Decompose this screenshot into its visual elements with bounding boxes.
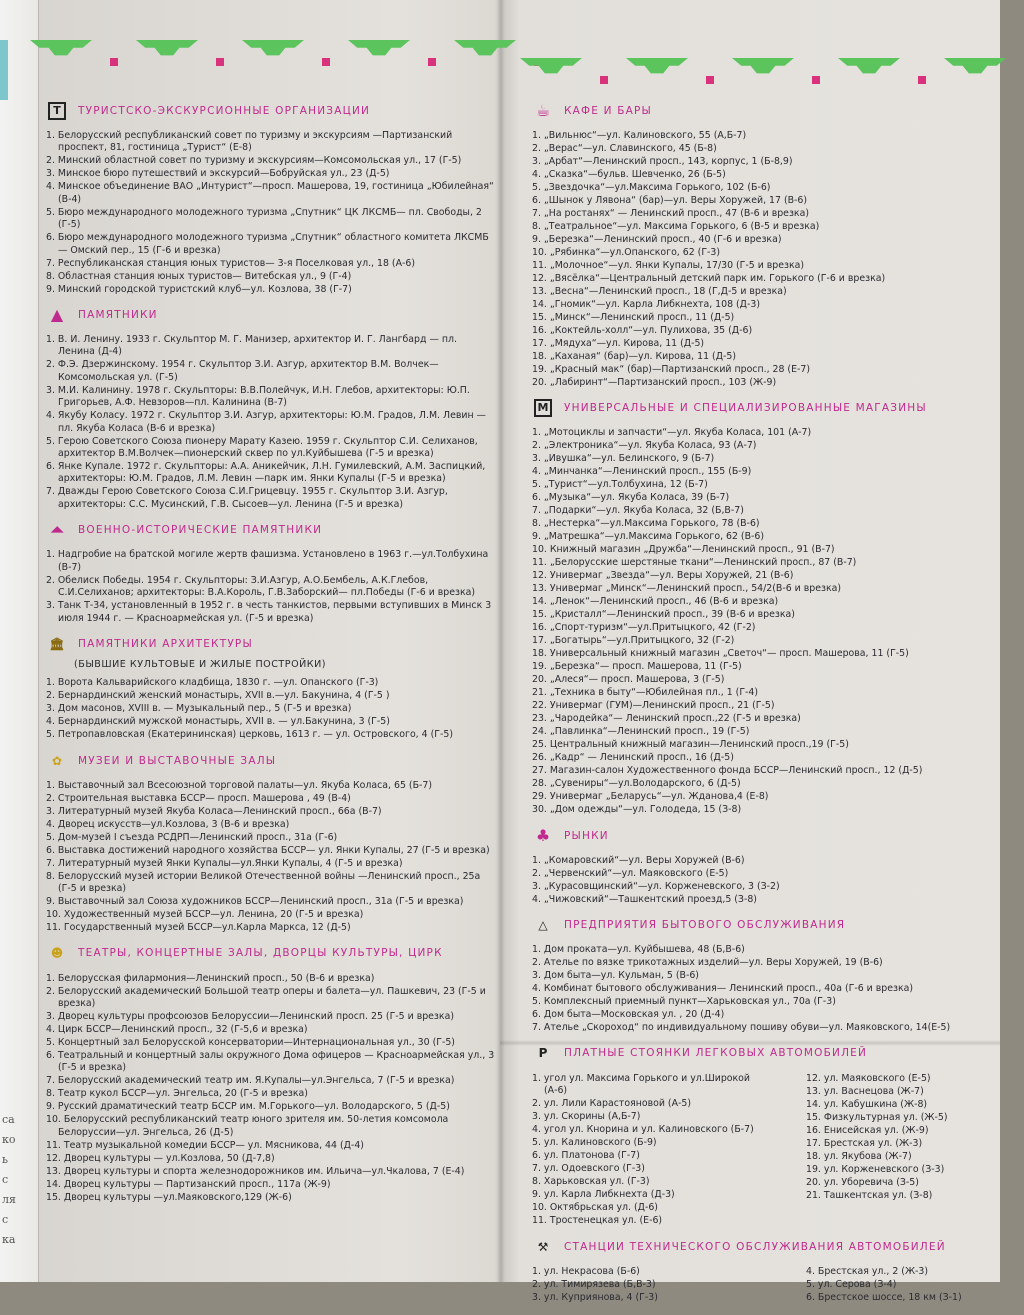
list-item: 3. Дом масонов, XVIII в. — Музыкальный пер., 5 (Г-5 и врезка): [46, 703, 352, 715]
theatres-list: [40, 973, 495, 1205]
list-item: 6. „Шынок у Лявона“ (бар)—ул. Веры Хоружей, 17 (В-6): [532, 195, 808, 206]
service-triangle-icon: △: [538, 918, 548, 933]
list-item: 9. „Березка“—Ленинский просп., 40 (Г-6 и врезка): [532, 234, 782, 245]
section-architecture: [40, 635, 495, 742]
section-header: [48, 102, 495, 120]
list-item: 23. „Чародейка“— Ленинский просп.,22 (Г-5 и врезка): [532, 713, 801, 725]
military-list: [40, 549, 495, 625]
list-item: 14. Дворец культуры — Партизанский просп., 117а (Ж-9): [46, 1178, 331, 1190]
list-item: 9. ул. Карла Либкнехта (Д-3): [532, 1189, 675, 1201]
list-item: 16. „Коктейль-холл“—ул. Пулихова, 35 (Д-6): [532, 325, 753, 336]
edge-fragment: с: [2, 1213, 9, 1226]
shops-list: [526, 427, 986, 816]
list-item: 2. Строительная выставка БССР— просп. Машерова , 49 (В-4): [46, 792, 351, 804]
list-item: 2. Белорусский академический Большой театр оперы и балета—ул. Пашкевич, 23 (Г-5 и врезка): [46, 985, 486, 1009]
list-item: 8. Театр кукол БССР—ул. Энгельса, 20 (Г-5 и врезка): [46, 1088, 308, 1100]
list-item: 14. „Гномик“—ул. Карла Либкнехта, 108 (Д-3): [532, 299, 761, 310]
list-item: 8. „Нестерка“—ул.Максима Горького, 78 (В-6): [532, 518, 760, 530]
section-header: [534, 102, 986, 120]
list-item: 6. ул. Платонова (Г-7): [532, 1150, 640, 1162]
list-item: 12. Дворец культуры — ул.Козлова, 50 (Д-7,8): [46, 1152, 275, 1164]
parking-icon: P: [538, 1046, 548, 1061]
section-header: [48, 635, 495, 653]
list-item: 19. ул. Корженевского (З-3): [806, 1163, 945, 1175]
list-item: 15. Физкультурная ул. (Ж-5): [806, 1111, 948, 1123]
list-item: 2. ул. Лили Карастояновой (А-5): [532, 1098, 691, 1110]
list-item: 2. „Верас“—ул. Славинского, 45 (Б-8): [532, 143, 717, 154]
list-item: 8. Белорусский музей истории Великой Отечественной войны —Ленинский просп., 25а (Г-5 и врезка): [46, 870, 481, 895]
section-parking: [526, 1045, 986, 1228]
list-item: 13. „Весна“—Ленинский просп., 18 (Г,Д-5 и врезка): [532, 286, 787, 297]
section-title: ТЕАТРЫ, КОНЦЕРТНЫЕ ЗАЛЫ, ДВОРЦЫ КУЛЬТУРЫ, ЦИРК: [78, 947, 443, 960]
list-item: 20. „Алеся“— просп. Машерова, 3 (Г-5): [532, 674, 725, 686]
edge-color-strip: [0, 40, 8, 100]
list-item: 5. Бюро международного молодежного туризма „Спутник“ ЦК ЛКСМБ— пл. Свободы, 2 (Г-5): [46, 206, 482, 231]
list-item: 11. „Молочное“—ул. Янки Купалы, 17/30 (Г-5 и врезка): [532, 260, 805, 271]
list-item: 1. Надгробие на братской могиле жертв фашизма. Установлено в 1963 г.—ул.Толбухина (В-7): [46, 549, 489, 573]
station-list-left: [526, 1266, 776, 1305]
flower-icon: ✿: [51, 753, 63, 768]
list-item: 6. Театральный и концертный залы окружного Дома офицеров — Красноармейская ул., 3 (Г-5 и врезка): [46, 1049, 495, 1074]
list-item: 1. „Мотоциклы и запчасти“—ул. Якуба Коласа, 101 (А-7): [532, 427, 812, 439]
list-item: 7. Литературный музей Янки Купалы—ул.Янки Купалы, 4 (Г-5 и врезка): [46, 857, 403, 869]
list-item: 15. „Кристалл“—Ленинский просп., 39 (В-6 и врезка): [532, 609, 795, 621]
edge-fragment: ка: [2, 1233, 16, 1246]
list-item: 7. Белорусский академический театр им. Я.Купалы—ул.Энгельса, 7 (Г-5 и врезка): [46, 1075, 455, 1087]
list-item: 4. угол ул. Кнорина и ул. Калиновского (Б-7): [532, 1124, 754, 1136]
left-column: [40, 96, 495, 1214]
station-list-right: [800, 1266, 980, 1305]
ornament-border-right: [520, 58, 1024, 84]
list-item: 11. Государственный музей БССР—ул.Карла Маркса, 12 (Д-5): [46, 922, 351, 934]
section-title: СТАНЦИИ ТЕХНИЧЕСКОГО ОБСЛУЖИВАНИЯ АВТОМОБИЛЕЙ: [564, 1240, 946, 1253]
section-title: ТУРИСТСКО-ЭКСКУРСИОННЫЕ ОРГАНИЗАЦИИ: [78, 104, 371, 117]
list-item: 5. Концертный зал Белорусской консерватории—Интернациональная ул., 30 (Г-5): [46, 1036, 455, 1048]
list-item: 2. Минский областной совет по туризму и экскурсиям—Комсомольская ул., 17 (Г-5): [46, 155, 462, 167]
list-item: 3. „Арбат“—Ленинский просп., 143, корпус, 1 (Б-8,9): [532, 156, 793, 167]
list-item: 27. Магазин-салон Художественного фонда БССР—Ленинский просп., 12 (Д-5): [532, 765, 923, 777]
list-item: 4. Дворец искусств—ул.Козлова, 3 (В-6 и врезка): [46, 818, 290, 830]
list-item: 2. Ф.Э. Дзержинскому. 1954 г. Скульптор З.И. Азгур, архитектор В.М. Волчек—Комсомольская ул. (Г-5): [46, 359, 439, 383]
list-item: 9. Минский городской туристский клуб—ул. Козлова, 38 (Г-7): [46, 283, 352, 295]
list-item: 11. Театр музыкальной комедии БССР— ул. Мясникова, 44 (Д-4): [46, 1139, 364, 1151]
parking-list-left: [526, 1073, 776, 1228]
list-item: 4. „Сказка“—бульв. Шевченко, 26 (Б-5): [532, 169, 726, 180]
list-item: 6. Янке Купале. 1972 г. Скульпторы: А.А. Аникейчик, Л.Н. Гумилевский, А.М. Заспицкий, архитекторы: Ю.М. Градов, Л.М. Левин —парк им. Янки Купалы (Г-5 и врезка): [46, 461, 486, 485]
theatre-mask-icon: ☻: [50, 946, 64, 961]
list-item: 18. Универсальный книжный магазин „Светоч“— просп. Машерова, 11 (Г-5): [532, 648, 909, 660]
list-item: 17. „Богатырь“—ул.Притыцкого, 32 (Г-2): [532, 635, 735, 647]
list-item: 21. Ташкентская ул. (З-8): [806, 1189, 933, 1201]
list-item: 29. Универмаг „Беларусь“—ул. Жданова,4 (Е-8): [532, 791, 769, 803]
list-item: 4. Якубу Коласу. 1972 г. Скульптор З.И. Азгур, архитекторы: Ю.М. Градов, Л.М. Левин — пл. Якуба Коласа (В-6 и врезка): [46, 410, 486, 434]
services-list: [526, 944, 986, 1034]
list-item: 11. „Белорусские шерстяные ткани“—Ленинский просп., 87 (В-7): [532, 557, 857, 569]
list-item: 6. „Музыка“—ул. Якуба Коласа, 39 (Б-7): [532, 492, 730, 504]
edge-fragment: са: [2, 1113, 15, 1126]
list-item: 7. „Подарки“—ул. Якуба Коласа, 32 (Б,В-7): [532, 505, 744, 517]
list-item: 1. „Вильнюс“—ул. Калиновского, 55 (А,Б-7): [532, 130, 747, 141]
list-item: 1. Ворота Кальварийского кладбища, 1830 г. —ул. Опанского (Г-3): [46, 677, 379, 689]
section-markets: [526, 827, 986, 906]
list-item: 1. Белорусская филармония—Ленинский просп., 50 (В-6 и врезка): [46, 972, 375, 984]
list-item: 3. Танк Т-34, установленный в 1952 г. в честь танкистов, первыми вступивших в Минск 3 июля 1944 г. — Красноармейская ул. (Г-5 и врезка): [46, 600, 492, 624]
list-item: 10. „Рябинка“—ул.Опанского, 62 (Г-3): [532, 247, 721, 258]
list-item: 5. Дом-музей I съезда РСДРП—Ленинский просп., 31а (Г-6): [46, 831, 338, 843]
list-item: 3. М.И. Калинину. 1978 г. Скульпторы: В.В.Полейчук, И.Н. Глебов, архитекторы: Ю.П. Григорьев, А.Ф. Невзоров—пл. Калинина (В-7): [46, 384, 470, 409]
list-item: 16. Енисейская ул. (Ж-9): [806, 1124, 929, 1136]
station-lists: [526, 1266, 986, 1305]
list-item: 10. Книжный магазин „Дружба“—Ленинский просп., 91 (В-7): [532, 544, 835, 556]
list-item: 22. Универмаг (ГУМ)—Ленинский просп., 21 (Г-5): [532, 700, 775, 712]
list-item: 6. Бюро международного молодежного туризма „Спутник“ областного комитета ЛКСМБ— Омский пер., 15 (Г-6 и врезка): [46, 232, 489, 256]
section-header: [48, 945, 495, 963]
section-header: [534, 1045, 986, 1063]
list-item: 20. „Лабиринт“—Партизанский просп., 103 (Ж-9): [532, 377, 777, 388]
list-item: 5. „Звездочка“—ул.Максима Горького, 102 (Б-6): [532, 182, 771, 193]
list-item: 6. Дом быта—Московская ул. , 20 (Д-4): [532, 1009, 725, 1021]
edge-fragment: с: [2, 1173, 9, 1186]
list-item: 18. „Каханая“ (бар)—ул. Кирова, 11 (Д-5): [532, 351, 737, 362]
section-museums: [40, 752, 495, 935]
vertical-fold: [497, 0, 505, 1282]
list-item: 3. Дом быта—ул. Кульман, 5 (В-6): [532, 970, 699, 982]
list-item: 1. угол ул. Максима Горького и ул.Широкой (А-6): [532, 1072, 751, 1097]
list-item: 25. Центральный книжный магазин—Ленинский просп.,19 (Г-5): [532, 739, 849, 751]
list-item: 2. Обелиск Победы. 1954 г. Скульпторы: З.И.Азгур, А.О.Бембель, А.К.Глебов, С.И.Селиханов; архитекторы: В.А.Король, Г.В.Заборский— пл.Победы (Г-6 и врезка): [46, 574, 476, 599]
obelisk-icon: ⏶: [50, 520, 64, 540]
edge-fragment: ко: [2, 1133, 16, 1146]
tourist-icon: Т: [48, 102, 66, 120]
list-item: 2. Ателье по вязке трикотажных изделий—ул. Веры Хоружей, 19 (В-6): [532, 957, 883, 969]
list-item: 21. „Техника в быту“—Юбилейная пл., 1 (Г-4): [532, 687, 759, 699]
parking-list-right: [800, 1073, 980, 1228]
museums-list: [40, 780, 495, 935]
list-item: 16. „Спорт-туризм“—ул.Притыцкого, 42 (Г-2): [532, 622, 756, 634]
section-header: [534, 1238, 986, 1256]
list-item: 12. Универмаг „Звезда“—ул. Веры Хоружей, 21 (В-6): [532, 570, 794, 582]
section-title: ПАМЯТНИКИ: [78, 308, 158, 321]
list-item: 1. Выставочный зал Всесоюзной торговой палаты—ул. Якуба Коласа, 65 (Б-7): [46, 779, 433, 791]
list-item: 2. „Электроника“—ул. Якуба Коласа, 93 (А-7): [532, 440, 757, 452]
list-item: 1. ул. Некрасова (Б-6): [532, 1266, 640, 1278]
wrench-icon: ⚒: [537, 1239, 549, 1254]
list-item: 3. Минское бюро путешествий и экскурсий—Бобруйская ул., 23 (Д-5): [46, 168, 390, 180]
section-tourist: [40, 102, 495, 296]
list-item: 10. Октябрьская ул. (Д-6): [532, 1202, 658, 1214]
monuments-list: [40, 334, 495, 511]
list-item: 17. „Мядуха“—ул. Кирова, 11 (Д-5): [532, 338, 705, 349]
list-item: 14. ул. Кабушкина (Ж-8): [806, 1098, 928, 1110]
section-header: [534, 916, 986, 934]
cafe-list: [526, 130, 986, 389]
shop-icon: М: [534, 399, 552, 417]
list-item: 3. Дворец культуры профсоюзов Белоруссии—Ленинский просп. 25 (Г-5 и врезка): [46, 1010, 454, 1022]
list-item: 8. Харьковская ул. (Г-3): [532, 1176, 650, 1188]
list-item: 19. „Красный мак“ (бар)—Партизанский просп., 28 (Е-7): [532, 364, 811, 375]
temple-icon: 🏛: [49, 636, 65, 651]
section-services: [526, 916, 986, 1034]
list-item: 15. Дворец культуры —ул.Маяковского,129 (Ж-6): [46, 1191, 292, 1203]
list-item: 8. Областная станция юных туристов— Витебская ул., 9 (Г-4): [46, 270, 352, 282]
list-item: 14. „Ленок“—Ленинский просп., 46 (В-6 и врезка): [532, 596, 779, 608]
section-title: РЫНКИ: [564, 829, 609, 842]
list-item: 11. Тростенецкая ул. (Е-6): [532, 1215, 663, 1227]
list-item: 4. Комбинат бытового обслуживания— Ленинский просп., 40а (Г-6 и врезка): [532, 983, 914, 995]
section-header: [534, 827, 986, 845]
list-item: 7. Республиканская станция юных туристов— 3-я Поселковая ул., 18 (А-6): [46, 257, 416, 269]
list-item: 2. Бернардинский женский монастырь, XVII в.—ул. Бакунина, 4 (Г-5 ): [46, 690, 390, 702]
list-item: 7. Ателье „Скороход“ по индивидуальному пошиву обуви—ул. Маяковского, 14(Е-5): [532, 1022, 951, 1034]
section-military: [40, 521, 495, 625]
section-title: ПАМЯТНИКИ АРХИТЕКТУРЫ: [78, 637, 253, 650]
list-item: 9. „Матрешка“—ул.Максима Горького, 62 (В-6): [532, 531, 765, 543]
cherries-icon: ♣: [535, 825, 551, 845]
list-item: 3. Литературный музей Якуба Коласа—Ленинский просп., 66а (В-7): [46, 805, 382, 817]
edge-fragment: ля: [2, 1193, 16, 1206]
section-title: КАФЕ И БАРЫ: [564, 104, 653, 117]
section-theatres: [40, 945, 495, 1205]
list-item: 13. Дворец культуры и спорта железнодорожников им. Ильича—ул.Чкалова, 7 (Е-4): [46, 1165, 465, 1177]
list-item: 20. ул. Уборевича (З-5): [806, 1176, 919, 1188]
list-item: 7. „На ростанях“ — Ленинский просп., 47 (В-6 и врезка): [532, 208, 809, 219]
list-item: 18. ул. Якубова (Ж-7): [806, 1150, 912, 1162]
section-header: [48, 752, 495, 770]
list-item: 5. ул. Калиновского (Б-9): [532, 1137, 657, 1149]
list-item: 7. Дважды Герою Советского Союза С.И.Грицевцу. 1955 г. Скульптор З.И. Азгур, архитекторы: С.С. Мусинский, Г.В. Сысоев—ул. Ленина (Г-5 и врезка): [46, 486, 448, 510]
section-subtitle: (БЫВШИЕ КУЛЬТОВЫЕ И ЖИЛЫЕ ПОСТРОЙКИ): [74, 658, 327, 670]
list-item: 6. Выставка достижений народного хозяйства БССР— ул. Янки Купалы, 27 (Г-5 и врезка): [46, 844, 490, 856]
list-item: 12. ул. Маяковского (Е-5): [806, 1072, 931, 1084]
list-item: 5. „Турист“—ул.Толбухина, 12 (Б-7): [532, 479, 708, 491]
list-item: 8. „Театральное“—ул. Максима Горького, 6 (В-5 и врезка): [532, 221, 820, 232]
section-title: ПЛАТНЫЕ СТОЯНКИ ЛЕГКОВЫХ АВТОМОБИЛЕЙ: [564, 1047, 868, 1060]
list-item: 5. ул. Серова (З-4): [806, 1279, 897, 1291]
edge-fragment: ь: [2, 1153, 8, 1166]
architecture-list: [40, 677, 495, 741]
section-header: [48, 306, 495, 324]
section-stations: [526, 1238, 986, 1305]
list-item: 4. Минское объединение ВАО „Интурист“—просп. Машерова, 19, гостиница „Юбилейная“ (В-4): [46, 181, 494, 205]
list-item: 4. „Минчанка“—Ленинский просп., 155 (Б-9): [532, 466, 752, 478]
list-item: 26. „Кадр“ — Ленинский просп., 16 (Д-5): [532, 752, 734, 764]
list-item: 2. ул. Тимирязева (Б,В-3): [532, 1279, 656, 1291]
monument-icon: ▲: [50, 304, 64, 324]
list-item: 30. „Дом одежды“—ул. Голодеда, 15 (З-8): [532, 804, 742, 816]
list-item: 4. „Чижовский“—Ташкентский проезд,5 (З-8): [532, 893, 757, 905]
list-item: 4. Цирк БССР—Ленинский просп., 32 (Г-5,6 и врезка): [46, 1023, 308, 1035]
list-item: 15. „Минск“—Ленинский просп., 11 (Д-5): [532, 312, 735, 323]
markets-list: [526, 855, 986, 906]
list-item: 1. Белорусский республиканский совет по туризму и экскурсиям —Партизанский проспект, 81, гостиница „Турист“ (Е-8): [46, 130, 453, 154]
list-item: 28. „Сувениры“—ул.Володарского, 6 (Д-5): [532, 778, 741, 790]
list-item: 5. Петропавловская (Екатерининская) церковь, 1613 г. — ул. Островского, 4 (Г-5): [46, 729, 453, 741]
section-header: [48, 521, 495, 539]
list-item: 13. Универмаг „Минск“—Ленинский просп., 54/2(В-6 и врезка): [532, 583, 842, 595]
section-title: ВОЕННО-ИСТОРИЧЕСКИЕ ПАМЯТНИКИ: [78, 524, 323, 537]
parking-lists: [526, 1073, 986, 1228]
coffee-cup-icon: ☕: [535, 100, 551, 120]
section-title: УНИВЕРСАЛЬНЫЕ И СПЕЦИАЛИЗИРОВАННЫЕ МАГАЗИНЫ: [564, 402, 927, 415]
list-item: 3. ул. Скорины (А,Б-7): [532, 1111, 641, 1123]
right-column: [526, 96, 986, 1315]
edge-text-fragments: [2, 1110, 16, 1250]
list-item: 10. Художественный музей БССР—ул. Ленина, 20 (Г-5 и врезка): [46, 909, 364, 921]
list-item: 10. Белорусский республиканский театр юного зрителя им. 50-летия комсомола Белоруссии—ул. Энгельса, 26 (Д-5): [46, 1114, 449, 1138]
list-item: 3. ул. Куприянова, 4 (Г-3): [532, 1292, 658, 1304]
section-cafe: [526, 102, 986, 389]
ornament-border-left: [30, 40, 560, 66]
section-monuments: [40, 306, 495, 511]
adjacent-page-edge: [0, 0, 39, 1282]
list-item: 2. „Червенский“—ул. Маяковского (Е-5): [532, 867, 729, 879]
list-item: 5. Комплексный приемный пункт—Харьковская ул., 70а (Г-3): [532, 996, 836, 1008]
list-item: 12. „Вясёлка“—Центральный детский парк им. Горького (Г-6 и врезка): [532, 273, 886, 284]
list-item: 1. Дом проката—ул. Куйбышева, 48 (Б,В-6): [532, 944, 745, 956]
list-item: 9. Выставочный зал Союза художников БССР—Ленинский просп., 31а (Г-5 и врезка): [46, 896, 464, 908]
list-item: 13. ул. Васнецова (Ж-7): [806, 1085, 924, 1097]
list-item: 3. „Курасовщинский“—ул. Корженевского, 3 (З-2): [532, 880, 780, 892]
list-item: 4. Брестская ул., 2 (Ж-3): [806, 1266, 929, 1278]
list-item: 24. „Павлинка“—Ленинский просп., 19 (Г-5): [532, 726, 750, 738]
section-shops: [526, 399, 986, 816]
list-item: 3. „Ивушка“—ул. Белинского, 9 (Б-7): [532, 453, 715, 465]
tourist-list: [40, 130, 495, 296]
section-title: МУЗЕИ И ВЫСТАВОЧНЫЕ ЗАЛЫ: [78, 754, 277, 767]
list-item: 5. Герою Советского Союза пионеру Марату Казею. 1959 г. Скульптор С.И. Селиханов, архитектор В.М.Волчек—пионерский сквер по ул.Куйбышева (Г-5 и врезка): [46, 435, 478, 460]
section-header: [534, 399, 986, 417]
section-title: ПРЕДПРИЯТИЯ БЫТОВОГО ОБСЛУЖИВАНИЯ: [564, 919, 846, 932]
list-item: 6. Брестское шоссе, 18 км (З-1): [806, 1292, 962, 1304]
list-item: 4. Бернардинский мужской монастырь, XVII в. — ул.Бакунина, 3 (Г-5): [46, 716, 390, 728]
list-item: 9. Русский драматический театр БССР им. М.Горького—ул. Володарского, 5 (Д-5): [46, 1101, 450, 1113]
list-item: 1. „Комаровский“—ул. Веры Хоружей (В-6): [532, 854, 745, 866]
list-item: 7. ул. Одоевского (Г-3): [532, 1163, 645, 1175]
list-item: 19. „Березка“— просп. Машерова, 11 (Г-5): [532, 661, 742, 673]
list-item: 1. В. И. Ленину. 1933 г. Скульптор М. Г. Манизер, архитектор И. Г. Лангбард — пл. Ленина (Д-4): [46, 334, 457, 358]
list-item: 17. Брестская ул. (Ж-3): [806, 1137, 923, 1149]
